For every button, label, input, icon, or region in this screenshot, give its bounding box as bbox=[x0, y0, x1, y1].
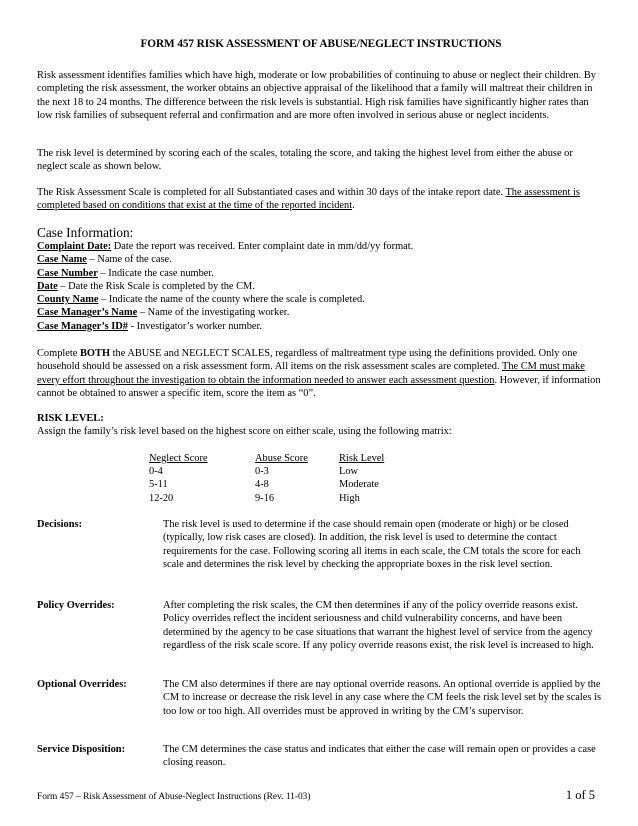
intro-paragraph-2: The risk level is determined by scoring each of the scales, totaling the score, and taking the highest level from either the abuse or neglect scale as shown below. bbox=[37, 148, 573, 173]
case-field: Date – Date the Risk Scale is completed by the CM. bbox=[37, 280, 255, 292]
page-title: FORM 457 RISK ASSESSMENT OF ABUSE/NEGLECT INSTRUCTIONS bbox=[140, 38, 502, 50]
complete-instructions: Complete BOTH the ABUSE and NEGLECT SCALES, regardless of maltreatment type using the definitions provided. Only one household should be assessed on a risk assessment form. All items on the risk assessment scales are completed. The CM must make every effort throughout the investigation to obtain the information needed to answer each assessment question. However, if information cannot be obtained to answer a specific item, score the item as “0”. bbox=[37, 348, 601, 399]
risk-level-text: Assign the family’s risk level based on the highest score on either scale, using the following matrix: bbox=[37, 426, 452, 437]
matrix-header: Risk Level bbox=[339, 453, 385, 464]
matrix-header: Abuse Score bbox=[255, 453, 308, 464]
case-info-heading: Case Information: bbox=[37, 225, 134, 240]
case-fields-list bbox=[37, 240, 603, 333]
matrix-row: 12-20 9-16 High bbox=[149, 492, 360, 504]
case-field: County Name – Indicate the name of the county where the scale is completed. bbox=[37, 294, 365, 306]
page-number: 1 of 5 bbox=[565, 788, 595, 802]
underlined-note: The assessment is completed based on conditions that exist at the time of the reported incident bbox=[37, 187, 580, 212]
matrix-header: Neglect Score bbox=[149, 453, 208, 464]
matrix-header-row bbox=[149, 452, 419, 465]
intro-paragraph-3: The Risk Assessment Scale is completed for all Substantiated cases and within 30 days of the intake report date. The assessment is completed based on conditions that exist at the time of the reported incident. bbox=[37, 187, 580, 212]
case-field: Case Number – Indicate the case number. bbox=[37, 267, 214, 279]
case-field: Case Name – Name of the case. bbox=[37, 254, 172, 266]
intro-paragraph-1: Risk assessment identifies families which have high, moderate or low probabilities of continuing to abuse or neglect their children. By completing the risk assessment, the worker obtains an objective appraisal of the likelihood that a family will maltreat their children in the next 18 to 24 months. The difference between the risk levels is substantial. High risk families have significantly higher rates than low risk families of subsequent referral and confirmation and are more often involved in serious abuse or neglect incidents. bbox=[37, 70, 596, 121]
matrix-row: 0-4 0-3 Low bbox=[149, 466, 359, 478]
page-footer bbox=[37, 788, 603, 804]
matrix-row: 5-11 4-8 Moderate bbox=[149, 479, 379, 491]
case-field: Case Manager’s ID# - Investigator’s worker number. bbox=[37, 320, 262, 332]
case-field: Case Manager’s Name – Name of the investigating worker. bbox=[37, 307, 290, 319]
case-field: Complaint Date: Date the report was received. Enter complaint date in mm/dd/yy format. bbox=[37, 241, 414, 252]
footer-form-label: Form 457 – Risk Assessment of Abuse-Neglect Instructions (Rev. 11-03) bbox=[37, 792, 311, 802]
risk-level-heading: RISK LEVEL: bbox=[37, 413, 104, 424]
risk-matrix-table bbox=[149, 452, 419, 505]
